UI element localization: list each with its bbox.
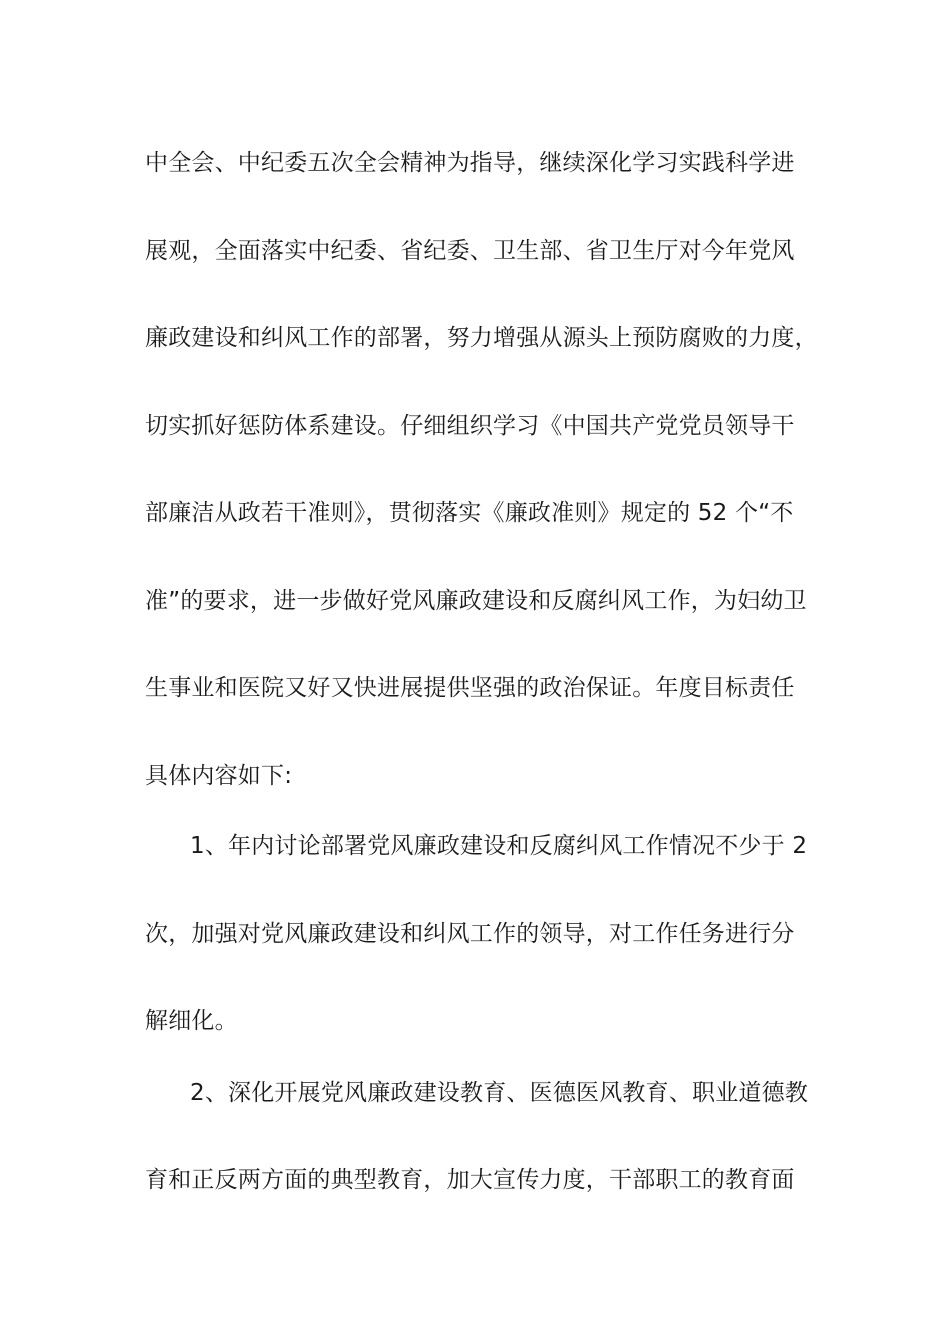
paragraph-line: 中全会、中纪委五次全会精神为指导，继续深化学习实践科学进 [145, 150, 795, 176]
list-item-2-line: 育和正反两方面的典型教育，加大宣传力度，干部职工的教育面 [145, 1167, 795, 1193]
list-item-1-line: 次，加强对党风廉政建设和纠风工作的领导，对工作任务进行分 [145, 921, 795, 947]
paragraph-line: 生事业和医院又好又快进展提供坚强的政治保证。年度目标责任 [145, 675, 795, 701]
paragraph-line: 具体内容如下: [145, 763, 293, 789]
list-item-1-line: 1、年内讨论部署党风廉政建设和反腐纠风工作情况不少于 2 [190, 833, 808, 859]
paragraph-line: 展观，全面落实中纪委、省纪委、卫生部、省卫生厅对今年党风 [145, 238, 795, 264]
paragraph-line: 切实抓好惩防体系建设。仔细组织学习《中国共产党党员领导干 [145, 413, 795, 439]
paragraph-line: 准”的要求，进一步做好党风廉政建设和反腐纠风工作，为妇幼卫 [145, 588, 807, 614]
paragraph-line: 廉政建设和纠风工作的部署，努力增强从源头上预防腐败的力度， [145, 325, 818, 351]
paragraph-line: 部廉洁从政若干准则》，贯彻落实《廉政准则》规定的 52 个“不 [145, 500, 794, 526]
list-item-1-line: 解细化。 [145, 1008, 238, 1034]
list-item-2-line: 2、深化开展党风廉政建设教育、医德医风教育、职业道德教 [190, 1080, 809, 1106]
